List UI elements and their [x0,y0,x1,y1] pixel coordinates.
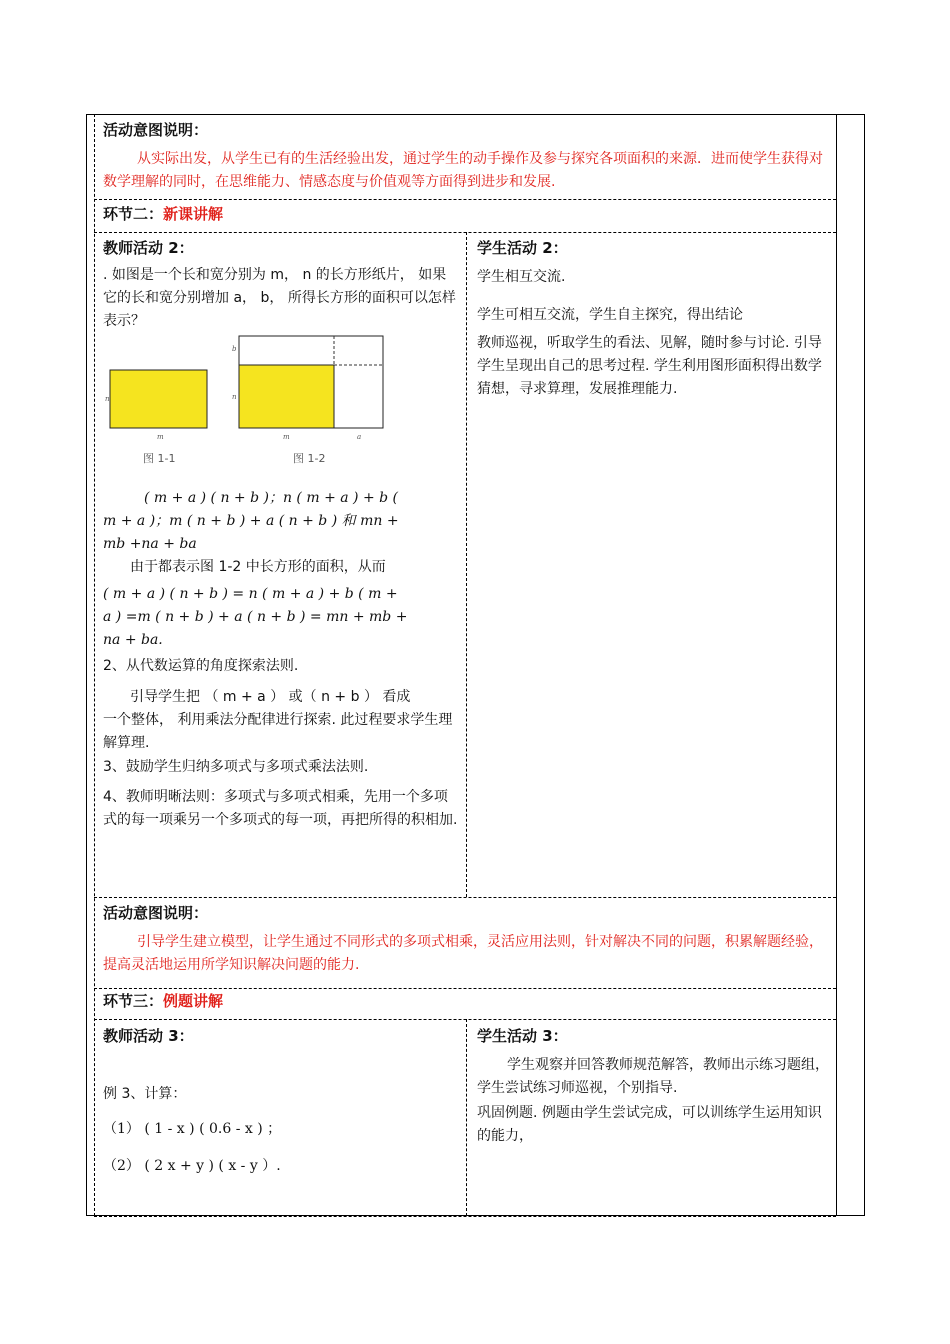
equation-line-2: a ) =m ( n + b ) + a ( n + b ) = mn + mb + [103,609,408,625]
row-divider [94,897,836,898]
example-3-label: 例 3、计算： [103,1086,187,1102]
student-activity-3-heading: 学生活动 3： [477,1027,568,1045]
fig2-label-a: a [357,433,362,441]
step3-label: 环节三： [103,992,164,1010]
guide-line-b: 一个整体， 利用乘法分配律进行探索. 此过程要求学生理解算理. [103,712,453,751]
column-divider-mid [466,1019,467,1216]
student-activity-2-p2: 学生可相互交流，学生自主探究，得出结论 [477,307,743,323]
table-right-rule [836,114,837,1216]
reason-line: 由于都表示图 1-2 中长方形的面积，从而 [130,559,386,575]
fig1-label-n: n [105,395,110,403]
activity-intent-text-2: 引导学生建立模型，让学生通过不同形式的多项式相乘，灵活应用法则，针对解决不同的问题，积累解题经验，提高灵活地运用所学知识解决问题的能力. [103,934,823,973]
step2-label: 环节二： [103,205,164,223]
column-divider-left [94,114,95,1216]
step3-heading [103,990,223,1012]
student-activity-2-p1: 学生相互交流. [477,269,566,285]
teacher-activity-2-problem: . 如图是一个长和宽分别为 m， n 的长方形纸片， 如果它的长和宽分别增加 a， b， 所得长方形的面积可以怎样表示？ [103,267,456,329]
point-4: 4、教师明晰法则：多项式与多项式相乘，先用一个多项式的每一项乘另一个多项式的每一项，再把所得的积相加. [103,789,458,828]
fig2-caption: 图 1-2 [293,452,326,465]
question-1: （1） ( 1 - x ) ( 0.6 - x ) ； [103,1121,282,1137]
fig1-rectangle [110,370,207,428]
fig1-caption: 图 1-1 [143,452,176,465]
step2-heading [103,203,223,225]
activity-intent-heading-2: 活动意图说明： [103,904,209,922]
step2-title: 新课讲解 [163,205,224,223]
point-3: 3、鼓励学生归纳多项式与多项式乘法法则. [103,759,369,775]
fig1-label-m: m [157,433,164,441]
row-divider [94,114,836,115]
rectangle-figure [101,335,384,473]
fig2-label-n: n [232,393,237,401]
student-activity-3-p1: 学生观察并回答教师规范解答，教师出示练习题组，学生尝试练习师巡视，个别指导. [477,1057,829,1096]
expression-line-3: mb +na + ba [103,536,197,552]
student-activity-2-heading: 学生活动 2： [477,239,568,257]
activity-intent-text: 从实际出发，从学生已有的生活经验出发，通过学生的动手操作及参与探究各项面积的来源．进而使学生获得对数学理解的同时，在思维能力、情感态度与价值观等方面得到进步和发展. [103,151,823,190]
point-2: 2、从代数运算的角度探索法则. [103,658,299,674]
row-divider [94,988,836,989]
row-divider [94,1216,836,1217]
teacher-activity-2-heading: 教师活动 2： [103,239,194,257]
step3-title: 例题讲解 [163,992,224,1010]
row-divider [94,232,836,233]
fig2-label-m: m [283,433,290,441]
student-activity-3-p2: 巩固例题. 例题由学生尝试完成，可以训练学生运用知识的能力， [477,1105,822,1144]
activity-intent-heading: 活动意图说明： [103,121,209,139]
column-divider-mid [466,232,467,897]
expression-line-2: m + a )；m ( n + b ) + a ( n + b ) 和 mn + [103,513,399,529]
teacher-activity-3-heading: 教师活动 3： [103,1027,194,1045]
equation-line-3: na + ba. [103,632,163,648]
student-activity-2-p3: 教师巡视，听取学生的看法、见解，随时参与讨论. 引导学生呈现出自己的思考过程. 学生利用图形面积得出数学猜想，寻求算理，发展推理能力. [477,335,822,397]
expression-line-1: ( m + a ) ( n + b )；n ( m + a ) + b ( [144,490,399,506]
guide-line-a: 引导学生把 （ m + a ） 或（ n + b ） 看成 [130,689,411,705]
question-2: （2） ( 2 x + y ) ( x - y ）. [103,1158,281,1174]
equation-line-1: ( m + a ) ( n + b ) = n ( m + a ) + b ( m + [103,586,398,602]
fig2-label-b: b [232,345,237,353]
row-divider [94,199,836,200]
fig2-yellow-rectangle [239,365,334,428]
row-divider [94,1019,836,1020]
